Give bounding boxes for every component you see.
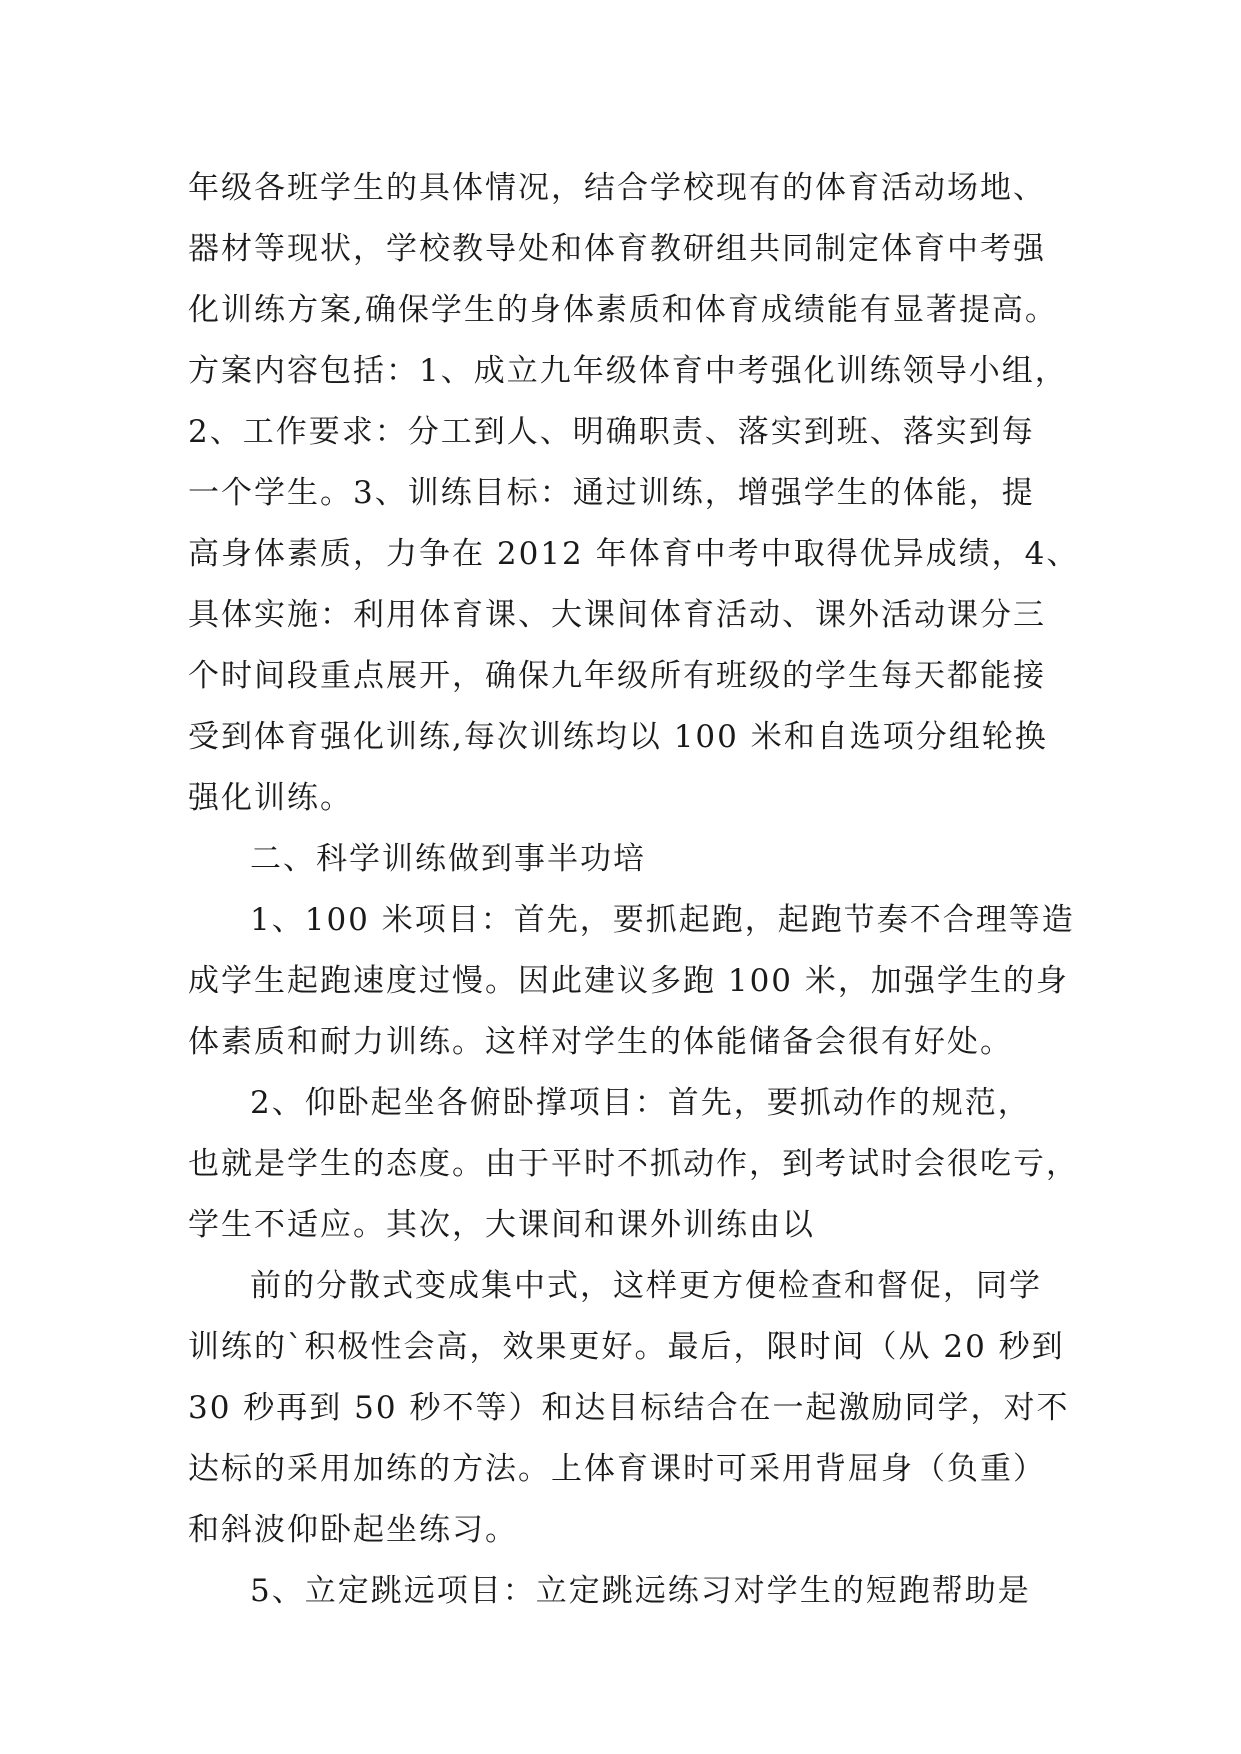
text-line: 强化训练。 <box>188 780 353 816</box>
text-line: 化训练方案,确保学生的身体素质和体育成绩能有显著提高。 <box>188 292 1058 328</box>
paragraph-start: 1、100 米项目：首先，要抓起跑，起跑节奏不合理等造 <box>250 902 1075 938</box>
text-line: 30 秒再到 50 秒不等）和达目标结合在一起激励同学，对不 <box>188 1390 1070 1426</box>
paragraph-start: 5、立定跳远项目：立定跳远练习对学生的短跑帮助是 <box>250 1573 1031 1609</box>
text-line: 成学生起跑速度过慢。因此建议多跑 100 米，加强学生的身 <box>188 963 1069 999</box>
text-line: 受到体育强化训练,每次训练均以 100 米和自选项分组轮换 <box>188 719 1048 755</box>
text-line: 年级各班学生的具体情况，结合学校现有的体育活动场地、 <box>188 170 1046 206</box>
text-line: 体素质和耐力训练。这样对学生的体能储备会很有好处。 <box>188 1024 1013 1060</box>
text-line: 方案内容包括：1、成立九年级体育中考强化训练领导小组， <box>188 353 1068 389</box>
text-line: 也就是学生的态度。由于平时不抓动作，到考试时会很吃亏， <box>188 1146 1079 1182</box>
text-line: 达标的采用加练的方法。上体育课时可采用背屈身（负重） <box>188 1451 1046 1487</box>
text-line: 器材等现状，学校教导处和体育教研组共同制定体育中考强 <box>188 231 1046 267</box>
text-line: 和斜波仰卧起坐练习。 <box>188 1512 518 1548</box>
text-line: 训练的`积极性会高，效果更好。最后，限时间（从 20 秒到 <box>188 1329 1065 1365</box>
text-line: 2、工作要求：分工到人、明确职责、落实到班、落实到每 <box>188 414 1035 450</box>
text-line: 具体实施：利用体育课、大课间体育活动、课外活动课分三 <box>188 597 1046 633</box>
paragraph-start: 2、仰卧起坐各俯卧撑项目：首先，要抓动作的规范， <box>250 1085 1031 1121</box>
text-line: 个时间段重点展开，确保九年级所有班级的学生每天都能接 <box>188 658 1046 694</box>
text-line: 高身体素质，力争在 2012 年体育中考中取得优异成绩，4、 <box>188 536 1080 572</box>
section-heading: 二、科学训练做到事半功培 <box>250 841 646 877</box>
document-body <box>188 158 1088 1622</box>
text-line: 一个学生。3、训练目标：通过训练，增强学生的体能，提 <box>188 475 1035 511</box>
paragraph-start: 前的分散式变成集中式，这样更方便检查和督促，同学 <box>250 1268 1042 1304</box>
text-line: 学生不适应。其次，大课间和课外训练由以 <box>188 1207 815 1243</box>
